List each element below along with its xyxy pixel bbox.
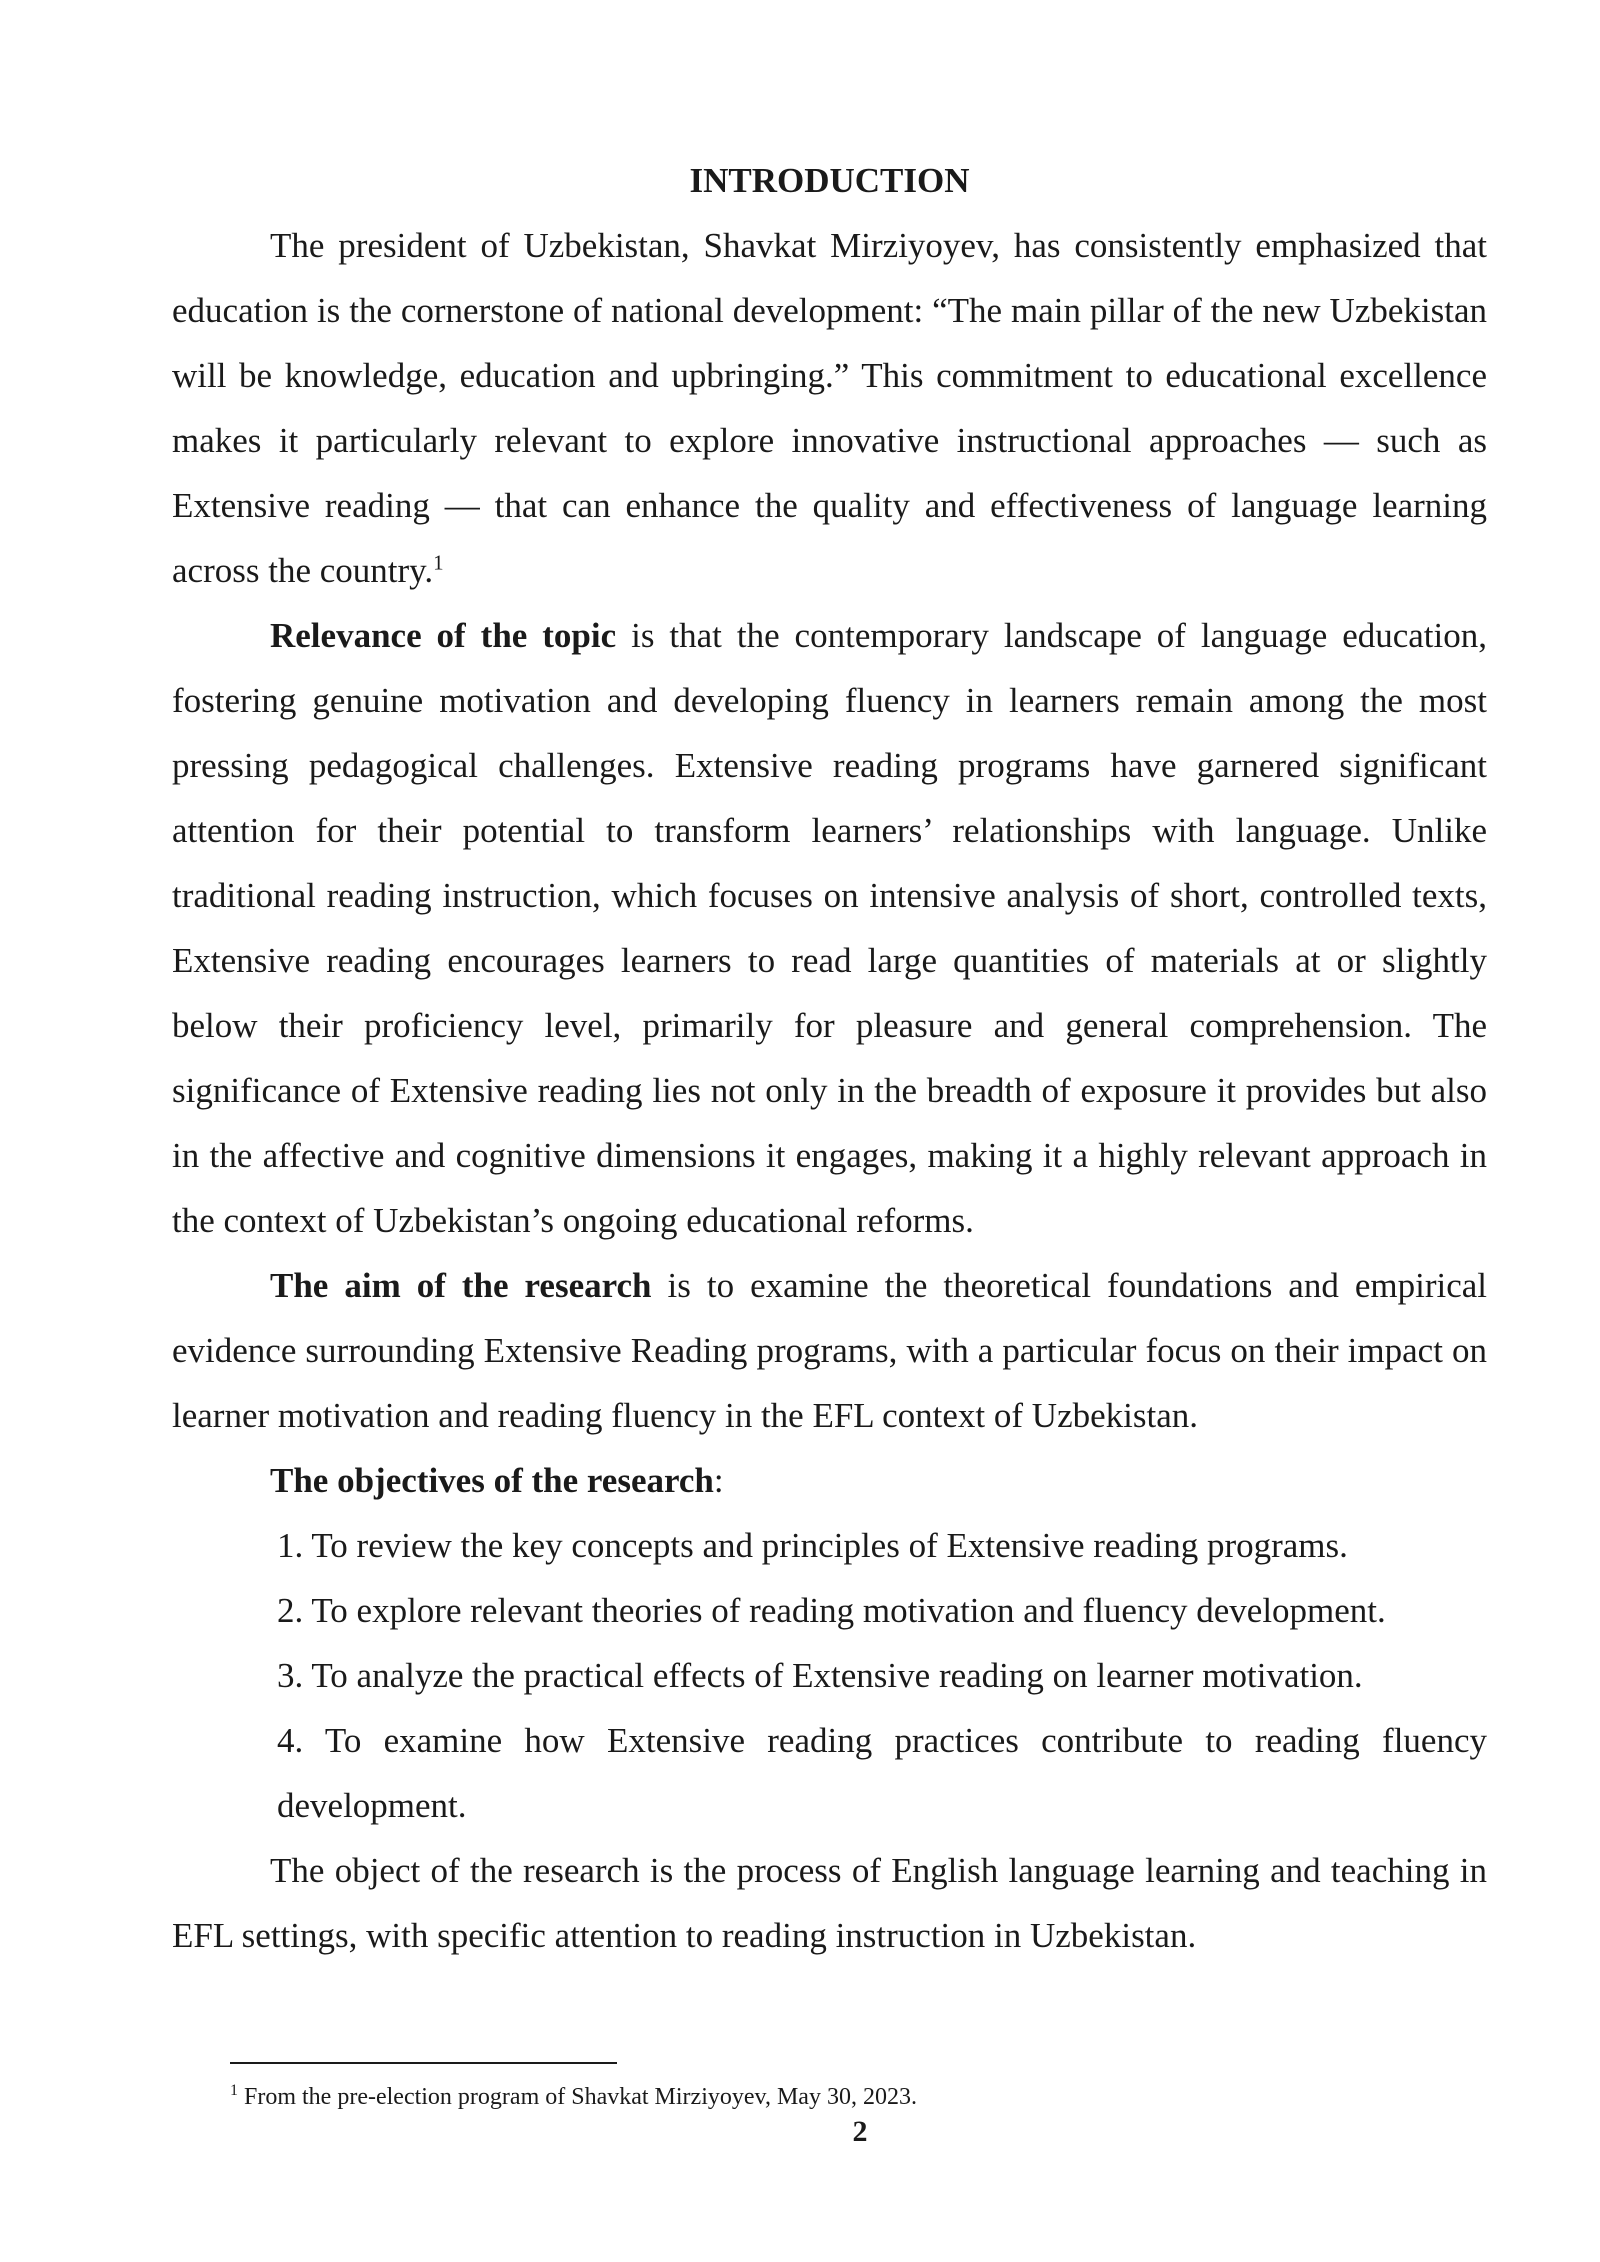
objective-item: 2. To explore relevant theories of reading motivation and fluency development. xyxy=(277,1591,1386,1630)
aim-text: is to examine the theoretical foundations and empirical evidence surrounding Extensive Reading programs, with a particular focus on their impact on learner motivation and reading fluency in the EFL context of Uzbekistan. xyxy=(172,1266,1487,1435)
intro-text: The president of Uzbekistan, Shavkat Mirziyoyev, has consistently emphasized that education is the cornerstone of national development: “The main pillar of the new Uzbekistan will be knowledge, education and upbringing.” This commitment to educational excellence makes it particularly relevant to explore innovative instructional approaches — such as Extensive reading — that can enhance the quality and effectiveness of language learning across the country. xyxy=(172,226,1487,590)
footnote-divider xyxy=(230,2062,617,2064)
aim-label: The aim of the research xyxy=(270,1266,652,1305)
relevance-paragraph xyxy=(172,603,1487,1253)
relevance-label: Relevance of the topic xyxy=(270,616,617,655)
footnote-number: 1 xyxy=(230,2082,238,2099)
section-heading: INTRODUCTION xyxy=(689,161,970,200)
objective-item: 3. To analyze the practical effects of Extensive reading on learner motivation. xyxy=(277,1656,1363,1695)
intro-paragraph xyxy=(172,213,1487,603)
objectives-label: The objectives of the research xyxy=(270,1461,714,1500)
objectives-list xyxy=(172,1513,1487,1838)
objectives-colon: : xyxy=(713,1461,724,1500)
page-number: 2 xyxy=(852,2115,868,2148)
footnote-reference[interactable]: 1 xyxy=(433,550,444,575)
body-text xyxy=(172,148,1487,1968)
object-paragraph: The object of the research is the process of English language learning and teaching in EFL settings, with specific attention to reading instruction in Uzbekistan. xyxy=(172,1851,1487,1955)
aim-paragraph xyxy=(172,1253,1487,1448)
objective-item: 4. To examine how Extensive reading practices contribute to reading fluency development. xyxy=(277,1721,1487,1825)
objective-item: 1. To review the key concepts and principles of Extensive reading programs. xyxy=(277,1526,1348,1565)
relevance-text: is that the contemporary landscape of language education, fostering genuine motivation and developing fluency in learners remain among the most pressing pedagogical challenges. Extensive reading programs have garnered significant attention for their potential to transform learners’ relationships with language. Unlike traditional reading instruction, which focuses on intensive analysis of short, controlled texts, Extensive reading encourages learners to read large quantities of materials at or slightly below their proficiency level, primarily for pleasure and general comprehension. The significance of Extensive reading lies not only in the breadth of exposure it provides but also in the affective and cognitive dimensions it engages, making it a highly relevant approach in the context of Uzbekistan’s ongoing educational reforms. xyxy=(172,616,1487,1240)
objectives-heading xyxy=(172,1448,1487,1513)
footnote xyxy=(230,2076,917,2112)
footnote-text: From the pre-election program of Shavkat Mirziyoyev, May 30, 2023. xyxy=(238,2084,917,2110)
